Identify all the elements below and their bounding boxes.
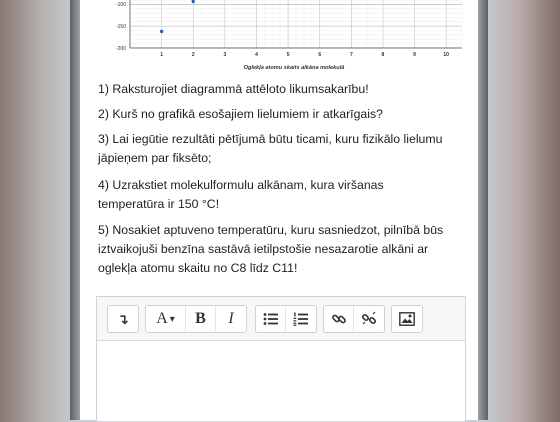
question-3-line-2: jāpieņem par fiksēto;: [98, 151, 212, 165]
link-button[interactable]: [324, 306, 354, 332]
quiz-page: [80, 0, 478, 420]
question-4-line-2: temperatūra ir 150 °C!: [98, 197, 220, 211]
x-axis-label: Oglekļa atomu skaits alkāna molekulā: [243, 65, 345, 71]
expand-toolbar-icon: ↴: [117, 310, 129, 327]
toolbar-group-links: [323, 305, 385, 333]
question-1: 1) Raksturojiet diagrammā attēloto likumsakarību!: [98, 82, 369, 96]
unlink-icon: [361, 311, 377, 327]
expand-toolbar-button[interactable]: [108, 306, 138, 332]
question-3: [98, 130, 468, 168]
insert-image-button[interactable]: [392, 306, 422, 332]
font-color-icon: A: [156, 310, 168, 327]
font-color-button[interactable]: [146, 306, 186, 332]
y-tick-labels: [116, 2, 126, 52]
toolbar-group-format: [145, 305, 247, 333]
x-tick-label: 9: [413, 52, 416, 58]
numbered-list-icon: [293, 312, 309, 326]
y-tick-label: -150: [115, 23, 126, 30]
toolbar-group-media: [391, 305, 423, 333]
toolbar-group-expand: [107, 305, 139, 333]
bullet-list-button[interactable]: [256, 306, 286, 332]
question-4: [98, 176, 468, 214]
chevron-down-icon: ▾: [169, 313, 175, 325]
device-bezel-right: [478, 0, 488, 420]
x-tick-label: 5: [286, 52, 290, 58]
x-tick-label: 4: [255, 52, 258, 58]
x-tick-label: 2: [191, 52, 195, 58]
data-point: [192, 0, 195, 3]
y-tick-label: -100: [115, 2, 126, 9]
x-tick-label: 3: [223, 52, 227, 58]
question-5-line-1: 5) Nosakiet aptuveno temperatūru, kuru sasniedzot, pilnībā būs: [98, 223, 444, 237]
question-5: [98, 221, 468, 278]
data-point: [160, 30, 163, 33]
question-4-line-1: 4) Uzrakstiet molekulformulu alkānam, kura viršanas: [98, 178, 384, 192]
bold-button[interactable]: [186, 306, 216, 332]
x-tick-label: 7: [349, 52, 353, 58]
bullet-list-icon: [263, 312, 279, 326]
chart-grid: [130, 0, 462, 48]
unlink-button[interactable]: [354, 306, 384, 332]
x-tick-label: 8: [381, 52, 385, 58]
bold-icon: B: [195, 310, 206, 327]
toolbar-group-lists: [255, 305, 317, 333]
x-tick-label: 10: [443, 52, 449, 58]
question-5-line-3: oglekļa atomu skaitu no C8 līdz C11!: [98, 261, 298, 275]
answer-content-area[interactable]: [97, 341, 465, 421]
x-tick-label: 6: [318, 52, 322, 58]
image-icon: [399, 312, 415, 326]
editor-toolbar: [97, 297, 465, 341]
question-3-line-1: 3) Lai iegūtie rezultāti pētījumā būtu ticami, kuru fizikālo lielumu: [98, 132, 443, 146]
x-tick-label: 1: [160, 52, 164, 58]
x-tick-labels: [160, 52, 449, 58]
question-2: 2) Kurš no grafikā esošajiem lielumiem ir atkarīgais?: [98, 107, 383, 121]
link-icon: [331, 311, 347, 327]
answer-editor: [96, 296, 466, 422]
numbered-list-button[interactable]: [286, 306, 316, 332]
italic-icon: I: [228, 310, 234, 327]
question-5-line-2: iztvaikojuši benzīna sastāvā ietilpstošie nesazarotie alkāni ar: [98, 242, 429, 256]
y-tick-label: -200: [115, 45, 126, 52]
italic-button[interactable]: [216, 306, 246, 332]
boiling-point-chart: [94, 0, 466, 72]
device-bezel-left: [70, 0, 80, 420]
